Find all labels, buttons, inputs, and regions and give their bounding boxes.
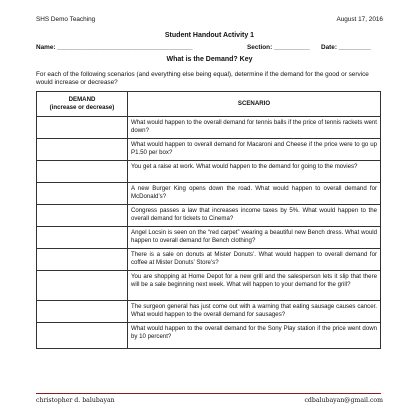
- scenario-cell: You get a raise at work. What would happen to the demand for going to the movies?: [128, 161, 381, 183]
- table-row: [37, 183, 381, 205]
- name-field[interactable]: Name: ______________________________________: [36, 44, 193, 51]
- table-row: [37, 249, 381, 271]
- footer-email: cdbalubayan@gmail.com: [304, 397, 383, 404]
- demand-answer-cell[interactable]: [37, 271, 128, 301]
- demand-column-header: [37, 92, 128, 117]
- demand-answer-cell[interactable]: [37, 139, 128, 161]
- demand-answer-cell[interactable]: [37, 183, 128, 205]
- document-title: Student Handout Activity 1: [164, 32, 255, 39]
- demand-header-line-1: DEMAND: [68, 96, 96, 104]
- demand-answer-cell[interactable]: [37, 161, 128, 183]
- scenario-cell: There is a sale on donuts at Mister Donuts’. What would happen to overall demand for coffee at Mister Donuts’ Store’s?: [128, 249, 381, 271]
- scenario-cell: You are shopping at Home Depot for a new grill and the salesperson lets it slip that there will be a sale beginning next week. What will happen to your demand for the grill?: [128, 271, 381, 301]
- table-row: [37, 227, 381, 249]
- scenario-cell: Angel Locsin is seen on the “red carpet” wearing a beautiful new Bench dress. What would happen to overall demand for Bench clothing?: [128, 227, 381, 249]
- scenario-table: [36, 91, 381, 349]
- table-row: [37, 271, 381, 301]
- table-row: [37, 205, 381, 227]
- demand-header-line-2: (increase or decrease): [49, 104, 115, 111]
- document-subtitle: What is the Demand? Key: [166, 56, 253, 63]
- demand-answer-cell[interactable]: [37, 249, 128, 271]
- demand-answer-cell[interactable]: [37, 117, 128, 139]
- table-row: [37, 139, 381, 161]
- demand-answer-cell[interactable]: [37, 205, 128, 227]
- demand-answer-cell[interactable]: [37, 323, 128, 349]
- scenario-cell: What would happen to the overall demand for tennis balls if the price of tennis rackets went down?: [128, 117, 381, 139]
- footer-author: christopher d. balubayan: [36, 397, 115, 404]
- table-row: [37, 301, 381, 323]
- table-row: [37, 117, 381, 139]
- instructions-text: For each of the following scenarios (and everything else being equal), determine if the demand for the good or service would increase or decrease?: [36, 71, 369, 86]
- section-field[interactable]: Section: __________: [247, 44, 310, 51]
- date-field[interactable]: Date: _________: [321, 44, 371, 51]
- scenario-cell: The surgeon general has just come out with a warning that eating sausage causes cancer. What would happen to the overall demand for sausages?: [128, 301, 381, 323]
- scenario-cell: A new Burger King opens down the road. What would happen to overall demand for McDonald’s?: [128, 183, 381, 205]
- table-row: [37, 323, 381, 349]
- header-left-text: SHS Demo Teaching: [36, 16, 96, 23]
- footer-rule: [36, 393, 381, 394]
- scenario-cell: What would happen to the overall demand for the Sony Play station if the price went down by 10 percent?: [128, 323, 381, 349]
- table-row: [37, 161, 381, 183]
- table-header-row: [37, 92, 381, 117]
- scenario-cell: Congress passes a law that increases income taxes by 5%. What would happen to the overall demand for tickets to Cinema?: [128, 205, 381, 227]
- header-date: August 17, 2016: [336, 16, 383, 23]
- scenario-column-header: SCENARIO: [128, 92, 381, 117]
- scenario-cell: What would happen to overall demand for Macaroni and Cheese if the price were to go up P1.50 per box?: [128, 139, 381, 161]
- demand-answer-cell[interactable]: [37, 227, 128, 249]
- demand-answer-cell[interactable]: [37, 301, 128, 323]
